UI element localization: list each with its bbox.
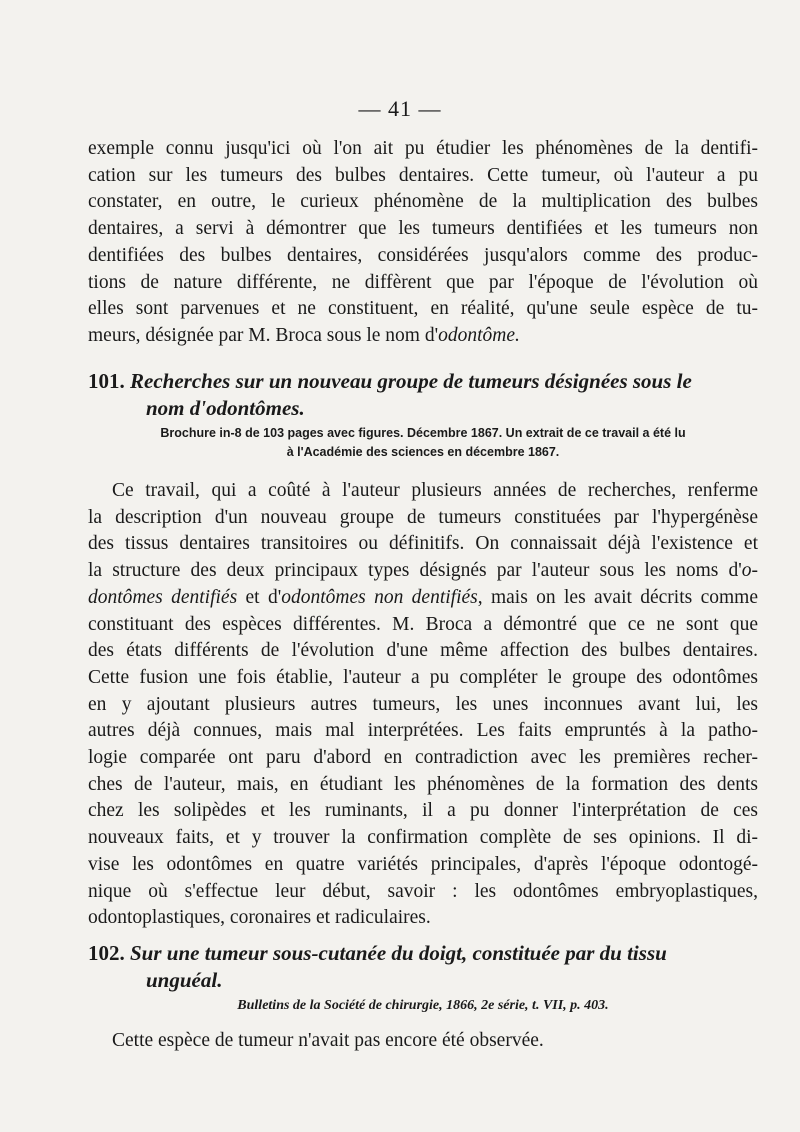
text-span: meurs, désignée par M. Broca sous le nom d' <box>88 324 439 346</box>
entry-title <box>88 940 758 994</box>
italic-term: o- <box>741 560 758 582</box>
text-line: nique où s'effectue leur début, savoir : les odontômes embryoplastiques, <box>88 880 758 902</box>
publication-line: à l'Académie des sciences en décembre 1867. <box>286 445 560 459</box>
entry-101 <box>88 368 758 422</box>
publication-line: Brochure in-8 de 103 pages avec figures. Décembre 1867. Un extrait de ce travail a été lu <box>160 426 686 440</box>
text-line: en y ajoutant plusieurs autres tumeurs, les unes inconnues avant lui, les <box>88 693 758 715</box>
text-line: des tissus dentaires transitoires ou définitifs. On connaissait déjà l'existence et <box>88 533 758 555</box>
entry-title <box>88 368 758 422</box>
text-line: elles sont parvenues et ne constituent, en réalité, qu'une seule espèce de tu- <box>88 298 758 320</box>
publication-note <box>88 996 758 1016</box>
publication-line: Bulletins de la Société de chirurgie, 1866, 2e série, t. VII, p. 403. <box>237 998 609 1013</box>
text-line: cation sur les tumeurs des bulbes dentaires. Cette tumeur, où l'auteur a pu <box>88 164 758 186</box>
entry-title-text: nom d'odontômes. <box>146 396 305 420</box>
publication-note <box>88 424 758 462</box>
text-line: logie comparée ont paru d'abord en contradiction avec les premières recher- <box>88 747 758 769</box>
entry-102-body <box>88 1028 758 1055</box>
italic-term: odontôme. <box>438 324 520 346</box>
entry-102 <box>88 940 758 994</box>
intro-paragraph <box>88 136 758 350</box>
entry-title-text: Sur une tumeur sous-cutanée du doigt, constituée par du tissu <box>130 941 667 965</box>
italic-term: dontômes dentifiés <box>88 586 238 608</box>
text-line: la description d'un nouveau groupe de tumeurs constituées par l'hypergénèse <box>88 506 758 528</box>
entry-title-text: Recherches sur un nouveau groupe de tumeurs désignées sous le <box>130 369 692 393</box>
text-span: et d' <box>237 586 282 608</box>
text-line: constituant des espèces différentes. M. Broca a démontré que ce ne sont que <box>88 613 758 635</box>
entry-number: 102. <box>88 941 125 965</box>
text-line: Ce travail, qui a coûté à l'auteur plusieurs années de recherches, renferme <box>112 480 758 501</box>
text-line <box>88 323 758 350</box>
title-line <box>88 368 758 395</box>
entry-102-publication <box>88 996 758 1016</box>
text-line: Cette espèce de tumeur n'avait pas encore été observée. <box>112 1030 544 1051</box>
text-line <box>88 558 758 585</box>
text-line: autres déjà connues, mais mal interprétées. Les faits empruntés à la patho- <box>88 720 758 742</box>
text-line: ches de l'auteur, mais, en étudiant les phénomènes de la formation des dents <box>88 773 758 795</box>
text-line: des états différents de l'évolution d'une même affection des bulbes dentaires. <box>88 640 758 662</box>
text-line: tions de nature différente, ne diffèrent que par l'époque de l'évolution où <box>88 271 758 293</box>
text-line: exemple connu jusqu'ici où l'on ait pu étudier les phénomènes de la dentifi- <box>88 138 758 159</box>
title-line <box>88 940 758 967</box>
page-number: — 41 — <box>358 96 442 121</box>
text-line <box>88 585 758 612</box>
text-line: dentifiées des bulbes dentaires, considérées jusqu'alors comme des produc- <box>88 244 758 266</box>
entry-title-text: unguéal. <box>146 968 223 992</box>
entry-101-body <box>88 478 758 932</box>
text-span: la structure des deux principaux types désignés par l'auteur sous les noms d' <box>88 560 742 582</box>
text-line: chez les solipèdes et les ruminants, il a pu donner l'interprétation de ces <box>88 800 758 822</box>
text-line: odontoplastiques, coronaires et radiculaires. <box>88 907 431 929</box>
entry-number: 101. <box>88 369 125 393</box>
text-line: vise les odontômes en quatre variétés principales, d'après l'époque odontogé- <box>88 853 758 875</box>
italic-term: odontômes non dentifiés <box>281 586 478 608</box>
text-line: Cette fusion une fois établie, l'auteur a pu compléter le groupe des odontômes <box>88 666 758 688</box>
text-line: nouveaux faits, et y trouver la confirmation complète de ses opinions. Il di- <box>88 827 758 849</box>
text-line: constater, en outre, le curieux phénomène de la multiplication des bulbes <box>88 191 758 213</box>
text-line: dentaires, a servi à démontrer que les tumeurs dentifiées et les tumeurs non <box>88 218 758 240</box>
entry-101-publication <box>88 424 758 462</box>
text-span: , mais on les avait décrits comme <box>477 586 758 608</box>
